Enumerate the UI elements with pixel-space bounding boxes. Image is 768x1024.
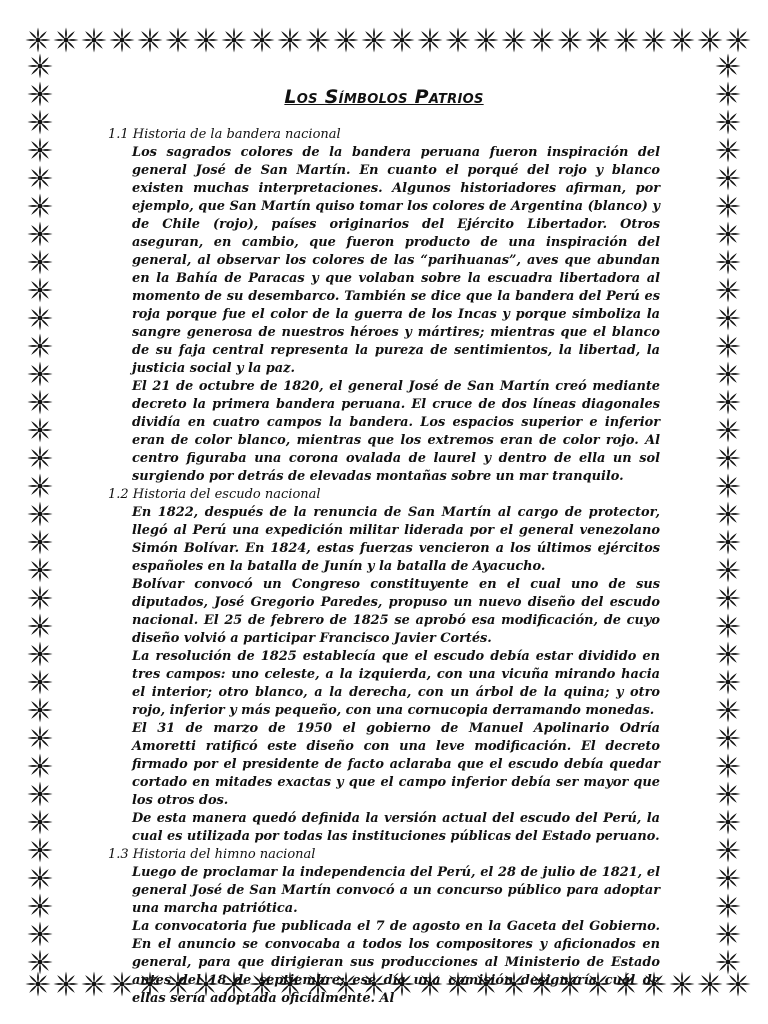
asterisk-flower-icon: [52, 970, 80, 998]
asterisk-flower-icon: [80, 970, 108, 998]
asterisk-flower-icon: [714, 472, 742, 500]
asterisk-flower-icon: [26, 584, 54, 612]
asterisk-flower-icon: [26, 192, 54, 220]
section-heading: 1.2 Historia del escudo nacional: [108, 487, 321, 502]
asterisk-flower-icon: [714, 948, 742, 976]
asterisk-flower-icon: [714, 136, 742, 164]
asterisk-flower-icon: [668, 970, 696, 998]
asterisk-flower-icon: [556, 26, 584, 54]
asterisk-flower-icon: [26, 556, 54, 584]
asterisk-flower-icon: [714, 248, 742, 276]
asterisk-flower-icon: [26, 248, 54, 276]
paragraph: El 31 de marzo de 1950 el gobierno de Manuel Apolinario Odría Amoretti ratificó este diseño con una leve modificación. El decreto firmado por el presidente de facto aclaraba que el escudo debía quedar cortado en mitades exactas y que el campo inferior debía ser mayor que los otros dos.: [132, 721, 660, 808]
asterisk-flower-icon: [668, 26, 696, 54]
asterisk-flower-icon: [26, 528, 54, 556]
asterisk-flower-icon: [714, 52, 742, 80]
asterisk-flower-icon: [26, 920, 54, 948]
asterisk-flower-icon: [612, 26, 640, 54]
asterisk-flower-icon: [26, 108, 54, 136]
asterisk-flower-icon: [248, 26, 276, 54]
asterisk-flower-icon: [714, 276, 742, 304]
asterisk-flower-icon: [304, 26, 332, 54]
asterisk-flower-icon: [714, 892, 742, 920]
asterisk-flower-icon: [714, 192, 742, 220]
asterisk-flower-icon: [416, 26, 444, 54]
asterisk-flower-icon: [26, 864, 54, 892]
paragraph: La resolución de 1825 establecía que el escudo debía estar dividido en tres campos: uno celeste, a la izquierda, con una vicuña mirando hacia el interior; otro blanco, a la derecha, con un árbol de la quina; y otro rojo, inferior y más pequeño, con una cornucopia derramando monedas.: [132, 649, 660, 718]
paragraph: El 21 de octubre de 1820, el general José de San Martín creó mediante decreto la primera bandera peruana. El cruce de dos líneas diagonales dividía en cuatro campos la bandera. Los espacios superior e inferior eran de color blanco, mientras que los extremos eran de color rojo. Al centro figuraba una corona ovalada de laurel y dentro de ella un sol surgiendo por detrás de elevadas montañas sobre un mar tranquilo.: [132, 379, 660, 484]
asterisk-flower-icon: [26, 220, 54, 248]
asterisk-flower-icon: [714, 556, 742, 584]
asterisk-flower-icon: [26, 780, 54, 808]
border-right: [712, 52, 744, 972]
asterisk-flower-icon: [714, 724, 742, 752]
asterisk-flower-icon: [52, 26, 80, 54]
asterisk-flower-icon: [528, 26, 556, 54]
asterisk-flower-icon: [136, 26, 164, 54]
asterisk-flower-icon: [724, 26, 752, 54]
asterisk-flower-icon: [26, 948, 54, 976]
asterisk-flower-icon: [714, 752, 742, 780]
asterisk-flower-icon: [388, 26, 416, 54]
section-heading: 1.1 Historia de la bandera nacional: [108, 127, 341, 142]
asterisk-flower-icon: [696, 26, 724, 54]
paragraph: De esta manera quedó definida la versión actual del escudo del Perú, la cual es utilizada por todas las instituciones públicas del Estado peruano.: [132, 811, 660, 844]
asterisk-flower-icon: [26, 80, 54, 108]
asterisk-flower-icon: [26, 276, 54, 304]
asterisk-flower-icon: [26, 724, 54, 752]
asterisk-flower-icon: [500, 26, 528, 54]
border-left: [24, 52, 56, 972]
asterisk-flower-icon: [714, 584, 742, 612]
asterisk-flower-icon: [26, 332, 54, 360]
asterisk-flower-icon: [714, 332, 742, 360]
asterisk-flower-icon: [714, 780, 742, 808]
asterisk-flower-icon: [714, 696, 742, 724]
asterisk-flower-icon: [276, 26, 304, 54]
asterisk-flower-icon: [714, 612, 742, 640]
asterisk-flower-icon: [26, 752, 54, 780]
asterisk-flower-icon: [26, 52, 54, 80]
asterisk-flower-icon: [24, 26, 52, 54]
asterisk-flower-icon: [26, 808, 54, 836]
asterisk-flower-icon: [444, 26, 472, 54]
document-body: [108, 86, 660, 1006]
asterisk-flower-icon: [714, 164, 742, 192]
paragraph: Bolívar convocó un Congreso constituyente en el cual uno de sus diputados, José Gregorio Paredes, propuso un nuevo diseño del escudo nacional. El 25 de febrero de 1825 se aprobó esa modificación, de cuyo diseño volvió a participar Francisco Javier Cortés.: [132, 577, 660, 646]
asterisk-flower-icon: [714, 388, 742, 416]
asterisk-flower-icon: [714, 108, 742, 136]
asterisk-flower-icon: [714, 80, 742, 108]
asterisk-flower-icon: [26, 136, 54, 164]
asterisk-flower-icon: [26, 612, 54, 640]
document-title: Los Símbolos Patrios: [284, 86, 484, 108]
asterisk-flower-icon: [714, 444, 742, 472]
asterisk-flower-icon: [26, 668, 54, 696]
asterisk-flower-icon: [26, 640, 54, 668]
asterisk-flower-icon: [26, 304, 54, 332]
asterisk-flower-icon: [472, 26, 500, 54]
section-heading: 1.3 Historia del himno nacional: [108, 847, 316, 862]
paragraph: Los sagrados colores de la bandera peruana fueron inspiración del general José de San Martín. En cuanto el porqué del rojo y blanco existen muchas interpretaciones. Algunos historiadores afirman, por ejemplo, que San Martín quiso tomar los colores de Argentina (blanco) y de Chile (rojo), países originarios del Ejército Libertador. Otros aseguran, en cambio, que fueron producto de una inspiración del general, al observar los colores de las “parihuanas”, aves que abundan en la Bahía de Paracas y que volaban sobre la escuadra libertadora al momento de su desembarco. También se dice que la bandera del Perú es roja porque fue el color de la guerra de los Incas y porque simboliza la sangre generosa de nuestros héroes y mártires; mientras que el blanco de su faja central representa la pureza de sentimientos, la libertad, la justicia social y la paz.: [132, 145, 660, 376]
asterisk-flower-icon: [584, 26, 612, 54]
asterisk-flower-icon: [714, 640, 742, 668]
asterisk-flower-icon: [714, 500, 742, 528]
asterisk-flower-icon: [714, 808, 742, 836]
asterisk-flower-icon: [220, 26, 248, 54]
paragraph: En 1822, después de la renuncia de San Martín al cargo de protector, llegó al Perú una expedición militar liderada por el general venezolano Simón Bolívar. En 1824, estas fuerzas vencieron a los últimos ejércitos españoles en la batalla de Junín y la batalla de Ayacucho.: [132, 505, 660, 574]
asterisk-flower-icon: [26, 360, 54, 388]
asterisk-flower-icon: [640, 26, 668, 54]
section-coat-of-arms-history: [108, 486, 660, 846]
asterisk-flower-icon: [714, 220, 742, 248]
asterisk-flower-icon: [26, 444, 54, 472]
asterisk-flower-icon: [26, 892, 54, 920]
paragraph: Luego de proclamar la independencia del Perú, el 28 de julio de 1821, el general José de San Martín convocó a un concurso público para adoptar una marcha patriótica.: [132, 865, 660, 916]
asterisk-flower-icon: [714, 304, 742, 332]
asterisk-flower-icon: [26, 164, 54, 192]
asterisk-flower-icon: [714, 416, 742, 444]
asterisk-flower-icon: [332, 26, 360, 54]
asterisk-flower-icon: [714, 528, 742, 556]
asterisk-flower-icon: [26, 388, 54, 416]
section-flag-history: [108, 126, 660, 486]
asterisk-flower-icon: [26, 836, 54, 864]
border-top: [24, 24, 744, 56]
asterisk-flower-icon: [360, 26, 388, 54]
asterisk-flower-icon: [164, 26, 192, 54]
asterisk-flower-icon: [714, 864, 742, 892]
asterisk-flower-icon: [714, 668, 742, 696]
section-anthem-history: [108, 846, 660, 1008]
paragraph: La convocatoria fue publicada el 7 de agosto en la Gaceta del Gobierno. En el anuncio se convocaba a todos los compositores y aficionados en general, para que dirigieran sus producciones al Ministerio de Estado antes del 18 de septiembre; ese día una comisión designaría cuál de ellas sería adoptada oficialmente. Al: [132, 919, 660, 1006]
asterisk-flower-icon: [192, 26, 220, 54]
asterisk-flower-icon: [80, 26, 108, 54]
asterisk-flower-icon: [26, 416, 54, 444]
asterisk-flower-icon: [714, 836, 742, 864]
asterisk-flower-icon: [714, 920, 742, 948]
asterisk-flower-icon: [26, 500, 54, 528]
asterisk-flower-icon: [26, 696, 54, 724]
asterisk-flower-icon: [26, 472, 54, 500]
asterisk-flower-icon: [714, 360, 742, 388]
asterisk-flower-icon: [108, 26, 136, 54]
